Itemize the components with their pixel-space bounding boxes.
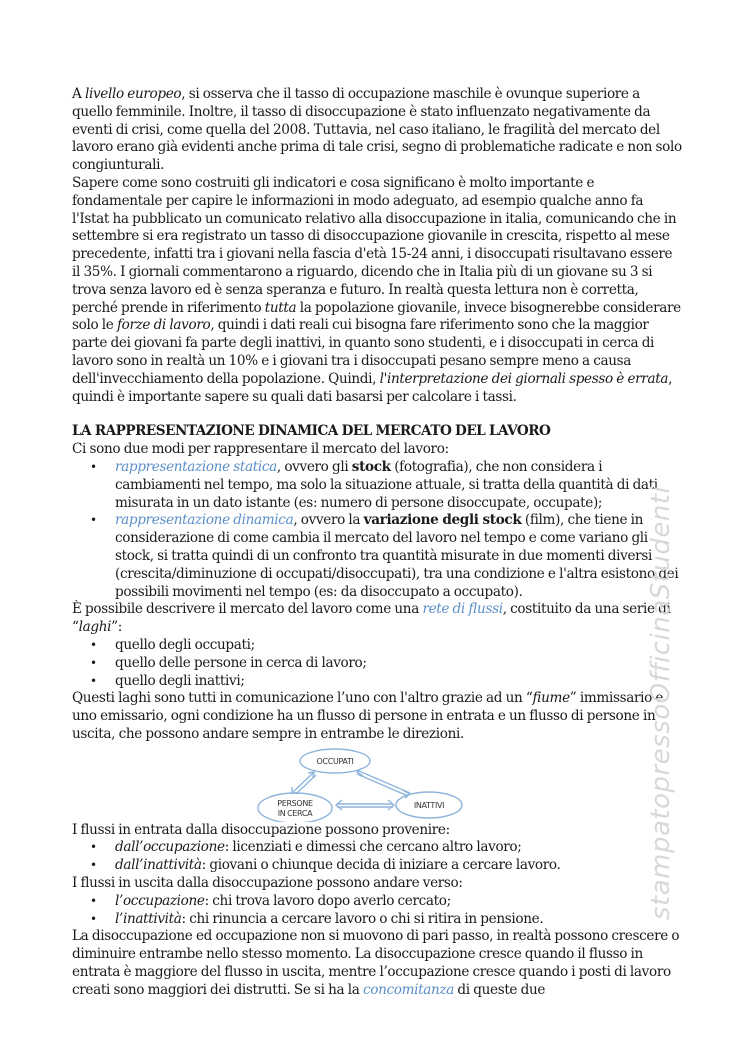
bold-stock: stock	[351, 458, 391, 475]
italic-tutta: tutta	[264, 299, 297, 316]
text-span: , costituito da una serie di “	[72, 601, 671, 636]
italic-livello-europeo: livello europeo	[84, 86, 182, 102]
flows-intro	[72, 601, 682, 637]
document-page	[72, 86, 682, 1000]
text-span: , ovvero gli	[276, 458, 352, 475]
text-span: : chi trova lavoro dopo averlo cercato;	[204, 892, 451, 909]
link-rappresentazione-dinamica[interactable]: rappresentazione dinamica	[115, 512, 294, 529]
lakes-list	[72, 637, 682, 690]
link-rappresentazione-statica[interactable]: rappresentazione statica	[115, 458, 277, 475]
river-paragraph	[72, 690, 682, 743]
text-span: : giovani o chiunque decida di iniziare a cercare lavoro.	[201, 857, 561, 874]
outflows-list	[72, 893, 682, 929]
node-occupati-label: OCCUPATI	[316, 756, 354, 766]
text-span: (film), che tiene in considerazione di come cambia il mercato del lavoro nel tempo e come variano gli stock, si tratta quindi di un confronto tra quantità misurate in due momenti diversi (crescita/diminuzione di occupati/disoccupati), tra una condizione e l'altra esistono dei possibili movimenti nel tempo (es: da disoccupato a occupato).	[115, 512, 679, 600]
list-item-dynamic	[115, 512, 682, 601]
list-item-lake: • quello degli occupati;	[115, 637, 682, 655]
list-item-lake: • quello delle persone in cerca di lavoro;	[115, 655, 682, 673]
text-span: , quindi è importante sapere su quali dati basarsi per calcolare i tassi.	[72, 370, 673, 405]
node-persone-label-2: IN CERCA	[277, 808, 313, 818]
text-span: , si osserva che il tasso di occupazione maschile è ovunque superiore a quello femminile. Inoltre, il tasso di disoccupazione è stato influenzato negativamente da eventi di crisi, come quella del 2008. Tuttavia, nel caso italiano, le fragilità del mercato del lavoro erano già evidenti anche prima di tale crisi, segno di problematiche radicate e non solo congiunturali.	[72, 86, 682, 174]
list-item-lake: • quello degli inattivi;	[115, 673, 682, 691]
italic-term: l’occupazione	[115, 892, 205, 909]
list-item-outflow	[115, 893, 682, 911]
bold-variazione-stock: variazione degli stock	[363, 512, 522, 529]
italic-interpretazione: l'interpretazione dei giornali spesso è errata	[379, 370, 669, 387]
italic-term: dall’occupazione	[115, 839, 225, 856]
link-rete-di-flussi[interactable]: rete di flussi	[422, 601, 503, 618]
representations-intro: Ci sono due modi per rappresentare il mercato del lavoro:	[72, 441, 449, 458]
labor-flows-diagram	[72, 748, 682, 822]
watermark: stampatopressoOfficinaStudenti	[646, 485, 676, 920]
list-item-inflow	[115, 839, 682, 857]
list-item-outflow	[115, 911, 682, 929]
text-span: di queste due	[453, 981, 546, 998]
representations-list	[72, 459, 682, 601]
text-span: : licenziati e dimessi che cercano altro lavoro;	[224, 839, 522, 856]
text-span: ” immissario e uno emissario, ogni condizione ha un flusso di persone in entrata e un flusso di persone in uscita, che possono andare sempre in entrambe le direzioni.	[72, 690, 664, 742]
inflows-list	[72, 839, 682, 875]
text-span: , quindi i dati reali cui bisogna fare riferimento sono che la maggior parte dei giovani fa parte degli inattivi, in quanto sono studenti, e i disoccupati in cerca di lavoro sono in realtà un 10% e i giovani tra i disoccupati pesano sempre meno a causa dell'invecchiamento della popolazione. Quindi,	[72, 317, 655, 387]
text-span: la popolazione giovanile, invece bisognerebbe considerare solo le	[72, 299, 681, 334]
italic-fiume: fiume	[532, 690, 570, 707]
text-span: (fotografia), che non considera i cambiamenti nel tempo, ma solo la situazione attuale, si tratta della quantità di dati misurata in un dato istante (es: numero di persone disoccupate, occupate);	[115, 458, 658, 511]
text-span: Questi laghi sono tutti in comunicazione l’uno con l'altro grazie ad un “	[72, 690, 533, 707]
list-item-inflow	[115, 857, 682, 875]
text-span: , ovvero la	[293, 512, 364, 529]
flow-diagram-graphic	[255, 748, 475, 822]
node-persone-label-1: PERSONE	[277, 798, 313, 808]
text-span: È possibile descrivere il mercato del lavoro come una	[72, 601, 423, 618]
text-span: A	[72, 86, 85, 102]
italic-forze-di-lavoro: forze di lavoro	[116, 317, 211, 334]
paragraph-european-level	[72, 86, 682, 175]
paragraph-indicators	[72, 175, 682, 406]
list-item-static	[115, 459, 682, 512]
node-inattivi-label: INATTIVI	[413, 800, 445, 810]
italic-term: dall’inattività	[115, 857, 202, 874]
final-paragraph	[72, 928, 682, 999]
italic-term: l’inattività	[115, 910, 182, 927]
text-span: : chi rinuncia a cercare lavoro o chi si ritira in pensione.	[181, 910, 544, 927]
text-span: Sapere come sono costruiti gli indicatori e cosa significano è molto importante e fondamentale per capire le informazioni in modo adeguato, ad esempio qualche anno fa l'Istat ha pubblicato un comunicato relativo alla disoccupazione in italia, comunicando che in settembre si era registrato un tasso di disoccupazione giovanile in crescita, rispetto al mese precedente, infatti tra i giovani nella fascia d'età 15-24 anni, i disoccupati risultavano essere il 35%. I giornali commentarono a riguardo, dicendo che in Italia più di un giovane su 3 si trova senza lavoro ed è senza speranza e futuro. In realtà questa lettura non è corretta, perché prende in riferimento	[72, 174, 677, 316]
italic-laghi: laghi	[78, 619, 112, 636]
link-concomitanza[interactable]: concomitanza	[362, 981, 454, 998]
text-span: ”:	[111, 619, 122, 636]
section-heading: LA RAPPRESENTAZIONE DINAMICA DEL MERCATO DEL LAVORO	[72, 423, 551, 440]
text-span: La disoccupazione ed occupazione non si muovono di pari passo, in realtà possono crescere o diminuire entrambe nello stesso momento. La disoccupazione cresce quando il flusso in entrata è maggiore del flusso in uscita, mentre l’occupazione cresce quando i posti di lavoro creati sono maggiori dei distrutti. Se si ha la	[72, 928, 680, 998]
inflows-title: I flussi in entrata dalla disoccupazione possono provenire:	[72, 821, 450, 838]
outflows-title: I flussi in uscita dalla disoccupazione possono andare verso:	[72, 875, 463, 892]
